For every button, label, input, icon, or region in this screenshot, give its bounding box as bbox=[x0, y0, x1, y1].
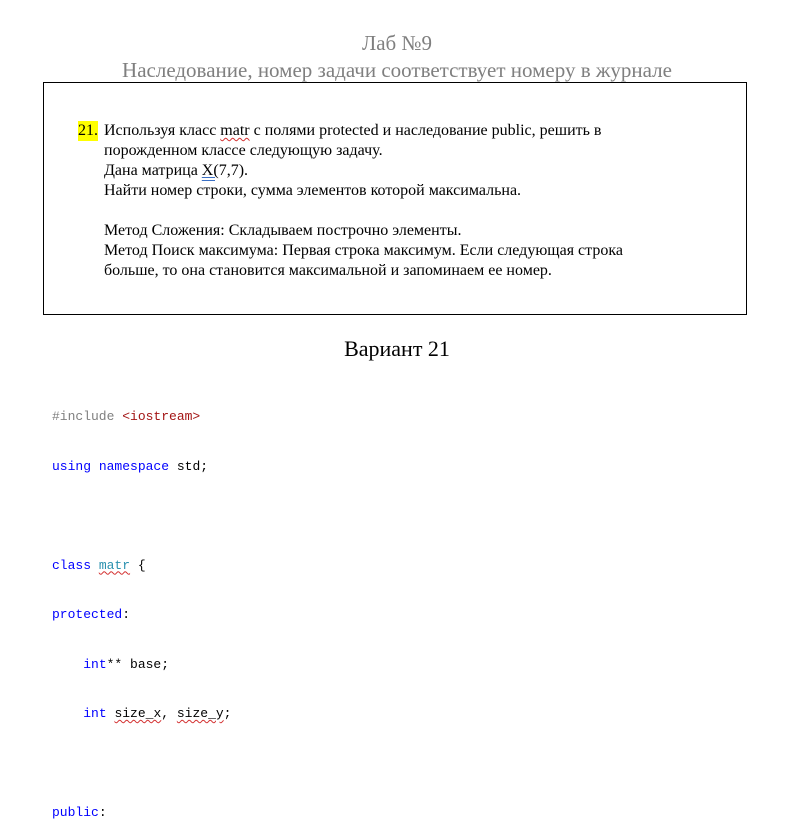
task-line-5: Метод Сложения: Складываем построчно элементы. bbox=[104, 222, 462, 239]
variant-heading: Вариант 21 bbox=[344, 336, 450, 361]
task-box bbox=[43, 82, 747, 315]
code-line: public: bbox=[52, 805, 107, 820]
code-line: #include <iostream> bbox=[52, 409, 201, 424]
code-line: int size_x, size_y; bbox=[83, 706, 232, 721]
task-line-2: порожденном классе следующую задачу. bbox=[104, 142, 383, 159]
lab-title: Лаб №9 bbox=[361, 31, 433, 55]
task-line-7: больше, то она становится максимальной и запоминаем ее номер. bbox=[104, 262, 552, 279]
code-line: using namespace std; bbox=[52, 458, 209, 474]
task-number: 21. bbox=[78, 122, 98, 139]
task-line-1: Используя класс matr с полями protected и наследование public, решить в bbox=[104, 122, 602, 139]
code-block bbox=[52, 376, 231, 838]
class-name-matr: matr bbox=[220, 122, 250, 139]
code-line bbox=[52, 756, 231, 773]
code-line bbox=[52, 508, 231, 525]
task-line-6: Метод Поиск максимума: Первая строка максимум. Если следующая строка bbox=[104, 242, 623, 259]
matrix-x: X( bbox=[201, 162, 219, 179]
code-line: int** base; bbox=[83, 656, 170, 672]
task-line-3: Дана матрица X(7,7). bbox=[104, 162, 249, 179]
lab-subtitle: Наследование, номер задачи соответствует номеру в журнале bbox=[122, 58, 672, 82]
code-line: class matr { bbox=[52, 557, 146, 573]
code-line: protected: bbox=[52, 607, 131, 622]
task-line-4: Найти номер строки, сумма элементов которой максимальна. bbox=[104, 182, 522, 199]
